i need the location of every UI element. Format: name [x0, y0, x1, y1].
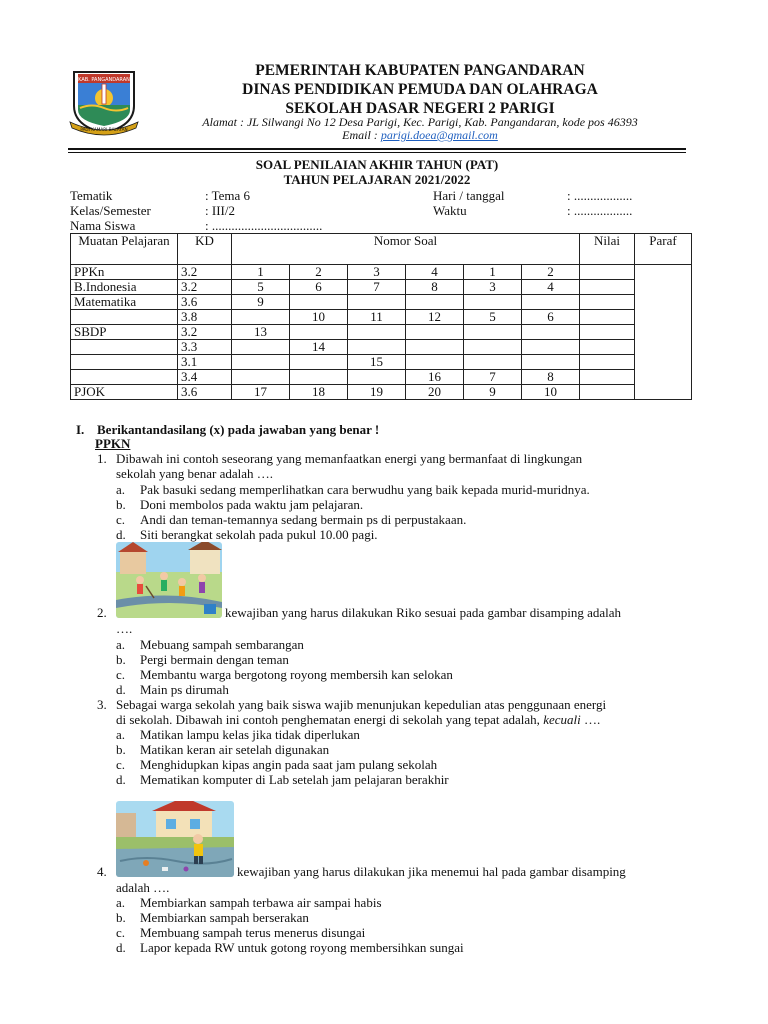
table-row: SBDP 3.2 13	[71, 325, 692, 340]
header-line-3: SEKOLAH DASAR NEGERI 2 PARIGI	[285, 100, 555, 117]
table-row: 3.4 16 7 8	[71, 370, 692, 385]
nilai-cell[interactable]	[580, 325, 635, 340]
table-row: PJOK 3.6 17 18 19 20 9 10	[71, 385, 692, 400]
table-row: Matematika 3.6 9	[71, 295, 692, 310]
kelas-value: : III/2	[205, 203, 235, 218]
section-instruction: Berikantandasilang (x) pada jawaban yang benar !	[97, 422, 380, 437]
exam-year: TAHUN PELAJARAN 2021/2022	[283, 172, 471, 187]
section-number: I.	[76, 422, 85, 437]
q3-kecuali: kecuali	[543, 712, 581, 727]
q2-option-a-letter: a.	[116, 637, 126, 652]
q3-text: Sebagai warga sekolah yang baik siswa wajib menunjukan kepedulian atas penggunaan energi	[116, 697, 607, 712]
q3-option-b-letter: b.	[116, 742, 126, 757]
q1-text-cont: sekolah yang benar adalah ….	[116, 466, 274, 481]
email-link[interactable]: parigi.doea@gmail.com	[380, 128, 498, 142]
header-line-2: DINAS PENDIDIKAN PEMUDA DAN OLAHRAGA	[242, 81, 598, 98]
nilai-cell[interactable]	[580, 295, 635, 310]
q3-option-c-letter: c.	[116, 757, 126, 772]
q1-option-b-letter: b.	[116, 497, 126, 512]
nama-label: Nama Siswa	[70, 218, 136, 233]
q2-option-d[interactable]: Main ps dirumah	[140, 682, 229, 697]
q4-number: 4.	[97, 864, 107, 879]
q2-option-c-letter: c.	[116, 667, 126, 682]
q1-option-d-letter: d.	[116, 527, 126, 542]
q3-text-cont-main: di sekolah. Dibawah ini contoh penghematan energi di sekolah yang tepat adalah,	[116, 712, 540, 727]
q4-illustration-river-trash	[116, 801, 234, 877]
table-row: 3.8 10 11 12 5 6	[71, 310, 692, 325]
q4-option-c[interactable]: Membuang sampah terus menerus disungai	[140, 925, 366, 940]
header-line-1: PEMERINTAH KABUPATEN PANGANDARAN	[255, 62, 585, 79]
q2-text: kewajiban yang harus dilakukan Riko sesuai pada gambar disamping adalah	[225, 605, 622, 620]
nilai-cell[interactable]	[580, 280, 635, 295]
q3-option-d[interactable]: Mematikan komputer di Lab setelah jam pelajaran berakhir	[140, 772, 449, 787]
q3-text-cont	[116, 712, 600, 727]
paraf-cell[interactable]	[635, 265, 692, 400]
q4-text: kewajiban yang harus dilakukan jika menemui hal pada gambar disamping	[237, 864, 626, 879]
header-rule-thin	[68, 152, 686, 153]
q1-option-c-letter: c.	[116, 512, 126, 527]
header-paraf: Paraf	[635, 234, 692, 265]
logo-bottom-text: PAGI KAMARI BALAYAN	[80, 127, 128, 132]
kelas-label: Kelas/Semester	[70, 203, 151, 218]
header-email-line	[150, 128, 690, 142]
q1-option-a-letter: a.	[116, 482, 126, 497]
header-kd: KD	[178, 234, 232, 265]
nilai-cell[interactable]	[580, 370, 635, 385]
nama-field[interactable]: : ..................................	[205, 218, 323, 233]
q4-option-d-letter: d.	[116, 940, 126, 955]
score-table	[70, 233, 692, 400]
q4-option-a[interactable]: Membiarkan sampah terbawa air sampai habis	[140, 895, 382, 910]
q2-option-d-letter: d.	[116, 682, 126, 697]
q4-option-c-letter: c.	[116, 925, 126, 940]
q4-option-b[interactable]: Membiarkan sampah berserakan	[140, 910, 309, 925]
q2-option-a[interactable]: Mebuang sampah sembarangan	[140, 637, 304, 652]
header-rule-thick	[68, 148, 686, 150]
q2-option-c[interactable]: Membantu warga bergotong royong membersih kan selokan	[140, 667, 453, 682]
q1-number: 1.	[97, 451, 107, 466]
q3-option-d-letter: d.	[116, 772, 126, 787]
table-row: 3.1 15	[71, 355, 692, 370]
email-label: Email :	[342, 128, 381, 142]
q2-text-cont: ….	[116, 621, 133, 636]
q3-number: 3.	[97, 697, 107, 712]
nilai-cell[interactable]	[580, 265, 635, 280]
q3-text-cont-end: ….	[583, 712, 601, 727]
q3-option-b[interactable]: Matikan keran air setelah digunakan	[140, 742, 330, 757]
table-row: PPKn 3.2 1 2 3 4 1 2	[71, 265, 692, 280]
table-row: 3.3 14	[71, 340, 692, 355]
q3-option-c[interactable]: Menghidupkan kipas angin pada saat jam pulang sekolah	[140, 757, 438, 772]
q4-option-a-letter: a.	[116, 895, 126, 910]
q3-option-a-letter: a.	[116, 727, 126, 742]
q4-option-b-letter: b.	[116, 910, 126, 925]
q1-option-b[interactable]: Doni membolos pada waktu jam pelajaran.	[140, 497, 364, 512]
nilai-cell[interactable]	[580, 310, 635, 325]
q2-option-b-letter: b.	[116, 652, 126, 667]
exam-title: SOAL PENILAIAN AKHIR TAHUN (PAT)	[255, 157, 499, 172]
waktu-label: Waktu	[433, 203, 467, 218]
hari-label: Hari / tanggal	[433, 188, 505, 203]
waktu-field[interactable]: : ..................	[567, 203, 633, 218]
q1-option-d[interactable]: Siti berangkat sekolah pada pukul 10.00 pagi.	[140, 527, 378, 542]
q2-number: 2.	[97, 605, 107, 620]
nilai-cell[interactable]	[580, 355, 635, 370]
q4-text-cont: adalah ….	[116, 880, 170, 895]
tematik-value: : Tema 6	[205, 188, 251, 203]
nilai-cell[interactable]	[580, 340, 635, 355]
q2-illustration-cleaning-gutter	[116, 542, 222, 618]
header-nomor-soal: Nomor Soal	[232, 234, 580, 265]
header-address: Alamat : JL Silwangi No 12 Desa Parigi, Kec. Parigi, Kab. Pangandaran, kode pos 46393	[202, 115, 638, 129]
tematik-label: Tematik	[70, 188, 113, 203]
header-nilai: Nilai	[580, 234, 635, 265]
logo-top-text: KAB. PANGANDARAN	[78, 77, 130, 83]
nilai-cell[interactable]	[580, 385, 635, 400]
hari-field[interactable]: : ..................	[567, 188, 633, 203]
q1-text: Dibawah ini contoh seseorang yang memanfaatkan energi yang bermanfaat di lingkungan	[116, 451, 583, 466]
q1-option-c[interactable]: Andi dan teman-temannya sedang bermain ps di perpustakaan.	[140, 512, 467, 527]
q1-option-a[interactable]: Pak basuki sedang memperlihatkan cara berwudhu yang baik kepada murid-muridnya.	[140, 482, 590, 497]
header-muatan: Muatan Pelajaran	[71, 234, 178, 265]
q2-option-b[interactable]: Pergi bermain dengan teman	[140, 652, 289, 667]
q4-option-d[interactable]: Lapor kepada RW untuk gotong royong membersihkan sungai	[140, 940, 464, 955]
subject-heading: PPKN	[95, 436, 131, 451]
school-district-logo	[68, 66, 140, 136]
table-row: B.Indonesia 3.2 5 6 7 8 3 4	[71, 280, 692, 295]
q3-option-a[interactable]: Matikan lampu kelas jika tidak diperlukan	[140, 727, 360, 742]
